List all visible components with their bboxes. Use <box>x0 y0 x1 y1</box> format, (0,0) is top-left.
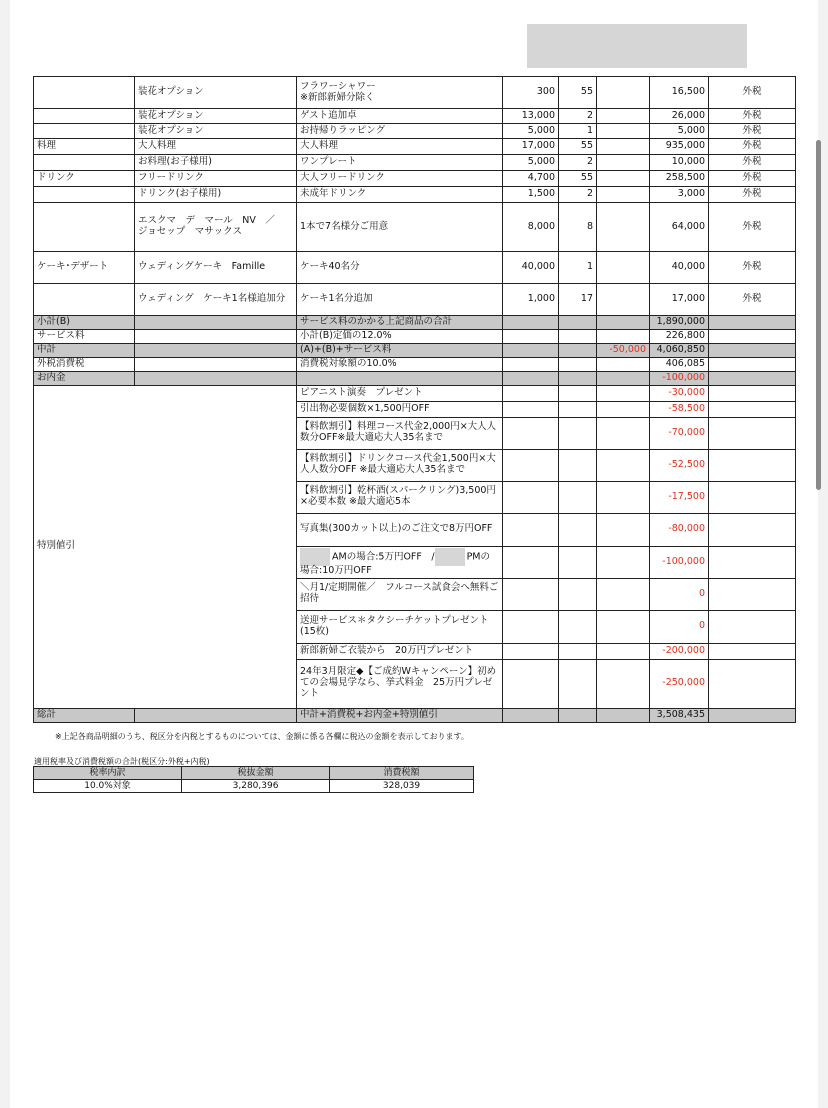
item-name: ドリンク(お子様用) <box>135 187 297 203</box>
item-category: ドリンク <box>34 171 135 187</box>
item-tax-type: 外税 <box>709 77 796 109</box>
grand-desc: 中計+消費税+お内金+特別値引 <box>297 708 503 722</box>
blank-cell <box>709 659 796 708</box>
subtotal-row <box>34 316 796 330</box>
subtotal-label: 小計(B) <box>34 316 135 330</box>
discount-amount: -30,000 <box>650 385 709 401</box>
blank-cell <box>709 417 796 449</box>
blank-cell <box>597 643 650 659</box>
blank-cell <box>709 578 796 610</box>
blank-cell <box>559 481 597 513</box>
item-name: ウェディングケーキ Famille <box>135 252 297 284</box>
item-amount: 3,000 <box>650 187 709 203</box>
item-desc: お持帰りラッピング <box>297 124 503 139</box>
blank-cell <box>597 139 650 155</box>
service-desc: 小計(B)定価の12.0% <box>297 329 503 343</box>
item-desc: ワンプレート <box>297 155 503 171</box>
item-category <box>34 187 135 203</box>
item-row <box>34 77 796 109</box>
item-amount: 40,000 <box>650 252 709 284</box>
discount-desc-am: AMの場合:5万円OFF / <box>332 551 435 563</box>
deposit-label: お内金 <box>34 371 135 385</box>
blank-cell <box>503 513 559 546</box>
discount-amount: -200,000 <box>650 643 709 659</box>
item-amount: 26,000 <box>650 109 709 124</box>
item-qty: 2 <box>559 155 597 171</box>
blank-cell <box>597 546 650 578</box>
discount-amount: -70,000 <box>650 417 709 449</box>
item-qty: 8 <box>559 203 597 252</box>
item-price: 40,000 <box>503 252 559 284</box>
discount-desc: 24年3月限定◆【ご成約Wキャンペーン】初めての会場見学なら、挙式料金 25万円プレゼント <box>297 659 503 708</box>
blank-cell <box>597 513 650 546</box>
discount-desc: 【料飲割引】ドリンクコース代金1,500円×大人人数分OFF ※最大適応大人35名まで <box>297 449 503 481</box>
item-amount: 16,500 <box>650 77 709 109</box>
mid-total-row <box>34 343 796 357</box>
item-price: 5,000 <box>503 155 559 171</box>
blank-cell <box>559 643 597 659</box>
item-amount: 10,000 <box>650 155 709 171</box>
item-price: 5,000 <box>503 124 559 139</box>
item-amount: 17,000 <box>650 284 709 316</box>
blank-cell <box>559 385 597 401</box>
blank-cell <box>597 417 650 449</box>
discount-amount: -250,000 <box>650 659 709 708</box>
item-tax-type: 外税 <box>709 155 796 171</box>
blank-cell <box>709 385 796 401</box>
discount-amount: -100,000 <box>650 546 709 578</box>
tax-row <box>34 357 796 371</box>
blank-cell <box>597 124 650 139</box>
item-row <box>34 203 796 252</box>
blank-cell <box>559 659 597 708</box>
blank-cell <box>597 385 650 401</box>
item-row <box>34 139 796 155</box>
blank-cell <box>503 610 559 643</box>
discount-desc: 【料飲割引】乾杯酒(スパークリング)3,500円×必要本数 ※最大適応5本 <box>297 481 503 513</box>
grand-amount: 3,508,435 <box>650 708 709 722</box>
mid-discount: -50,000 <box>597 343 650 357</box>
discount-desc: 新郎新婦ご衣装から 20万円プレゼント <box>297 643 503 659</box>
discount-desc: ピアニスト演奏 プレゼント <box>297 385 503 401</box>
service-amount: 226,800 <box>650 329 709 343</box>
blank-cell <box>597 155 650 171</box>
item-row <box>34 187 796 203</box>
item-price: 1,000 <box>503 284 559 316</box>
blank-cell <box>503 401 559 417</box>
summary-header: 消費税額 <box>330 767 474 780</box>
blank-cell <box>709 546 796 578</box>
blank-cell <box>597 252 650 284</box>
blank-cell <box>709 481 796 513</box>
scrollbar[interactable] <box>816 140 821 490</box>
blank-cell <box>709 449 796 481</box>
item-tax-type: 外税 <box>709 171 796 187</box>
blank-cell <box>597 610 650 643</box>
item-row <box>34 124 796 139</box>
discount-desc: 【料飲割引】料理コース代金2,000円×大人人数分OFF※最大適応大人35名まで <box>297 417 503 449</box>
item-category <box>34 109 135 124</box>
blank-cell <box>709 401 796 417</box>
blank-cell <box>559 546 597 578</box>
blank-cell <box>709 610 796 643</box>
blank-cell <box>597 109 650 124</box>
item-category: ケーキ･デザート <box>34 252 135 284</box>
tax-desc: 消費税対象額の10.0% <box>297 357 503 371</box>
item-row <box>34 155 796 171</box>
item-amount: 935,000 <box>650 139 709 155</box>
discount-desc-pm: PMの場合:10万円OFF <box>300 551 490 576</box>
summary-row <box>34 780 474 793</box>
summary-header: 税率内訳 <box>34 767 182 780</box>
item-qty: 55 <box>559 77 597 109</box>
item-amount: 5,000 <box>650 124 709 139</box>
blank-cell <box>559 449 597 481</box>
summary-caption: 適用税率及び消費税額の合計(税区分:外税+内税) <box>34 757 210 766</box>
blank-cell <box>503 659 559 708</box>
item-tax-type: 外税 <box>709 124 796 139</box>
redacted-header-block <box>527 24 747 68</box>
discount-desc: ＼月1/定期開催／ フルコース試食会へ無料ご招待 <box>297 578 503 610</box>
summary-net: 3,280,396 <box>182 780 330 793</box>
item-qty: 17 <box>559 284 597 316</box>
redacted-text <box>300 548 330 566</box>
blank-cell <box>559 578 597 610</box>
item-name: お料理(お子様用) <box>135 155 297 171</box>
item-qty: 55 <box>559 139 597 155</box>
summary-header: 税抜金額 <box>182 767 330 780</box>
discount-desc: 送迎サービス＊タクシーチケットプレゼント(15枚) <box>297 610 503 643</box>
tax-summary-table <box>33 766 474 793</box>
item-tax-type: 外税 <box>709 203 796 252</box>
tax-amount: 406,085 <box>650 357 709 371</box>
item-category: 料理 <box>34 139 135 155</box>
item-qty: 55 <box>559 171 597 187</box>
item-qty: 1 <box>559 252 597 284</box>
tax-note: ※上記各商品明細のうち、税区分を内税とするものについては、金額に係る各欄に税込の金額を表示しております。 <box>55 732 469 741</box>
mid-amount: 4,060,850 <box>650 343 709 357</box>
item-category <box>34 284 135 316</box>
item-category <box>34 77 135 109</box>
item-price: 4,700 <box>503 171 559 187</box>
blank-cell <box>503 578 559 610</box>
blank-cell <box>559 610 597 643</box>
item-desc: 未成年ドリンク <box>297 187 503 203</box>
item-desc: 大人フリードリンク <box>297 171 503 187</box>
item-name: ウェディング ケーキ1名様追加分 <box>135 284 297 316</box>
service-row <box>34 329 796 343</box>
blank-cell <box>597 187 650 203</box>
discount-amount: -17,500 <box>650 481 709 513</box>
item-desc: ケーキ1名分追加 <box>297 284 503 316</box>
service-label: サービス料 <box>34 329 135 343</box>
blank-cell <box>597 578 650 610</box>
item-name: エスクマ デ マール NV ／ ジョセップ マサックス <box>135 203 297 252</box>
item-name: 装花オプション <box>135 124 297 139</box>
item-qty: 2 <box>559 109 597 124</box>
item-desc: ゲスト追加卓 <box>297 109 503 124</box>
item-category <box>34 124 135 139</box>
blank-cell <box>597 203 650 252</box>
blank-cell <box>597 284 650 316</box>
tax-label: 外税消費税 <box>34 357 135 371</box>
blank-cell <box>503 417 559 449</box>
blank-cell <box>597 401 650 417</box>
summary-header-row <box>34 767 474 780</box>
blank-cell <box>503 385 559 401</box>
blank-cell <box>503 481 559 513</box>
item-category <box>34 155 135 171</box>
discount-desc: 写真集(300カット以上)のご注文で8万円OFF <box>297 513 503 546</box>
deposit-amount: -100,000 <box>650 371 709 385</box>
item-desc: フラワーシャワー ※新郎新婦分除く <box>297 77 503 109</box>
blank-cell <box>559 513 597 546</box>
blank-cell <box>503 449 559 481</box>
item-desc: ケーキ40名分 <box>297 252 503 284</box>
discount-amount: 0 <box>650 610 709 643</box>
blank-cell <box>597 449 650 481</box>
discount-amount: -80,000 <box>650 513 709 546</box>
summary-rate: 10.0%対象 <box>34 780 182 793</box>
blank-cell <box>597 77 650 109</box>
item-tax-type: 外税 <box>709 187 796 203</box>
blank-cell <box>503 643 559 659</box>
item-row <box>34 109 796 124</box>
discount-label: 特別値引 <box>34 385 297 708</box>
estimate-table <box>33 76 796 723</box>
discount-desc <box>297 546 503 578</box>
item-row <box>34 171 796 187</box>
grand-label: 総計 <box>34 708 135 722</box>
blank-cell <box>597 659 650 708</box>
item-qty: 2 <box>559 187 597 203</box>
item-row <box>34 284 796 316</box>
item-tax-type: 外税 <box>709 284 796 316</box>
grand-total-row <box>34 708 796 722</box>
discount-amount: 0 <box>650 578 709 610</box>
item-name: 装花オプション <box>135 77 297 109</box>
item-tax-type: 外税 <box>709 252 796 284</box>
item-amount: 64,000 <box>650 203 709 252</box>
discount-amount: -58,500 <box>650 401 709 417</box>
item-name: 大人料理 <box>135 139 297 155</box>
blank-cell <box>559 417 597 449</box>
item-tax-type: 外税 <box>709 109 796 124</box>
item-tax-type: 外税 <box>709 139 796 155</box>
item-desc: 大人料理 <box>297 139 503 155</box>
deposit-row <box>34 371 796 385</box>
mid-label: 中計 <box>34 343 135 357</box>
discount-desc: 引出物必要個数×1,500円OFF <box>297 401 503 417</box>
blank-cell <box>503 546 559 578</box>
discount-amount: -52,500 <box>650 449 709 481</box>
discount-row <box>34 385 796 401</box>
blank-cell <box>709 643 796 659</box>
summary-tax: 328,039 <box>330 780 474 793</box>
item-price: 13,000 <box>503 109 559 124</box>
item-name: フリードリンク <box>135 171 297 187</box>
item-price: 1,500 <box>503 187 559 203</box>
mid-desc: (A)+(B)+サービス料 <box>297 343 503 357</box>
item-price: 8,000 <box>503 203 559 252</box>
item-desc: 1本で7名様分ご用意 <box>297 203 503 252</box>
item-name: 装花オプション <box>135 109 297 124</box>
blank-cell <box>709 513 796 546</box>
item-amount: 258,500 <box>650 171 709 187</box>
subtotal-amount: 1,890,000 <box>650 316 709 330</box>
subtotal-desc: サービス料のかかる上記商品の合計 <box>297 316 503 330</box>
item-category <box>34 203 135 252</box>
blank-cell <box>597 481 650 513</box>
redacted-text <box>435 548 465 566</box>
item-price: 17,000 <box>503 139 559 155</box>
item-row <box>34 252 796 284</box>
blank-cell <box>559 401 597 417</box>
item-qty: 1 <box>559 124 597 139</box>
item-price: 300 <box>503 77 559 109</box>
blank-cell <box>597 171 650 187</box>
